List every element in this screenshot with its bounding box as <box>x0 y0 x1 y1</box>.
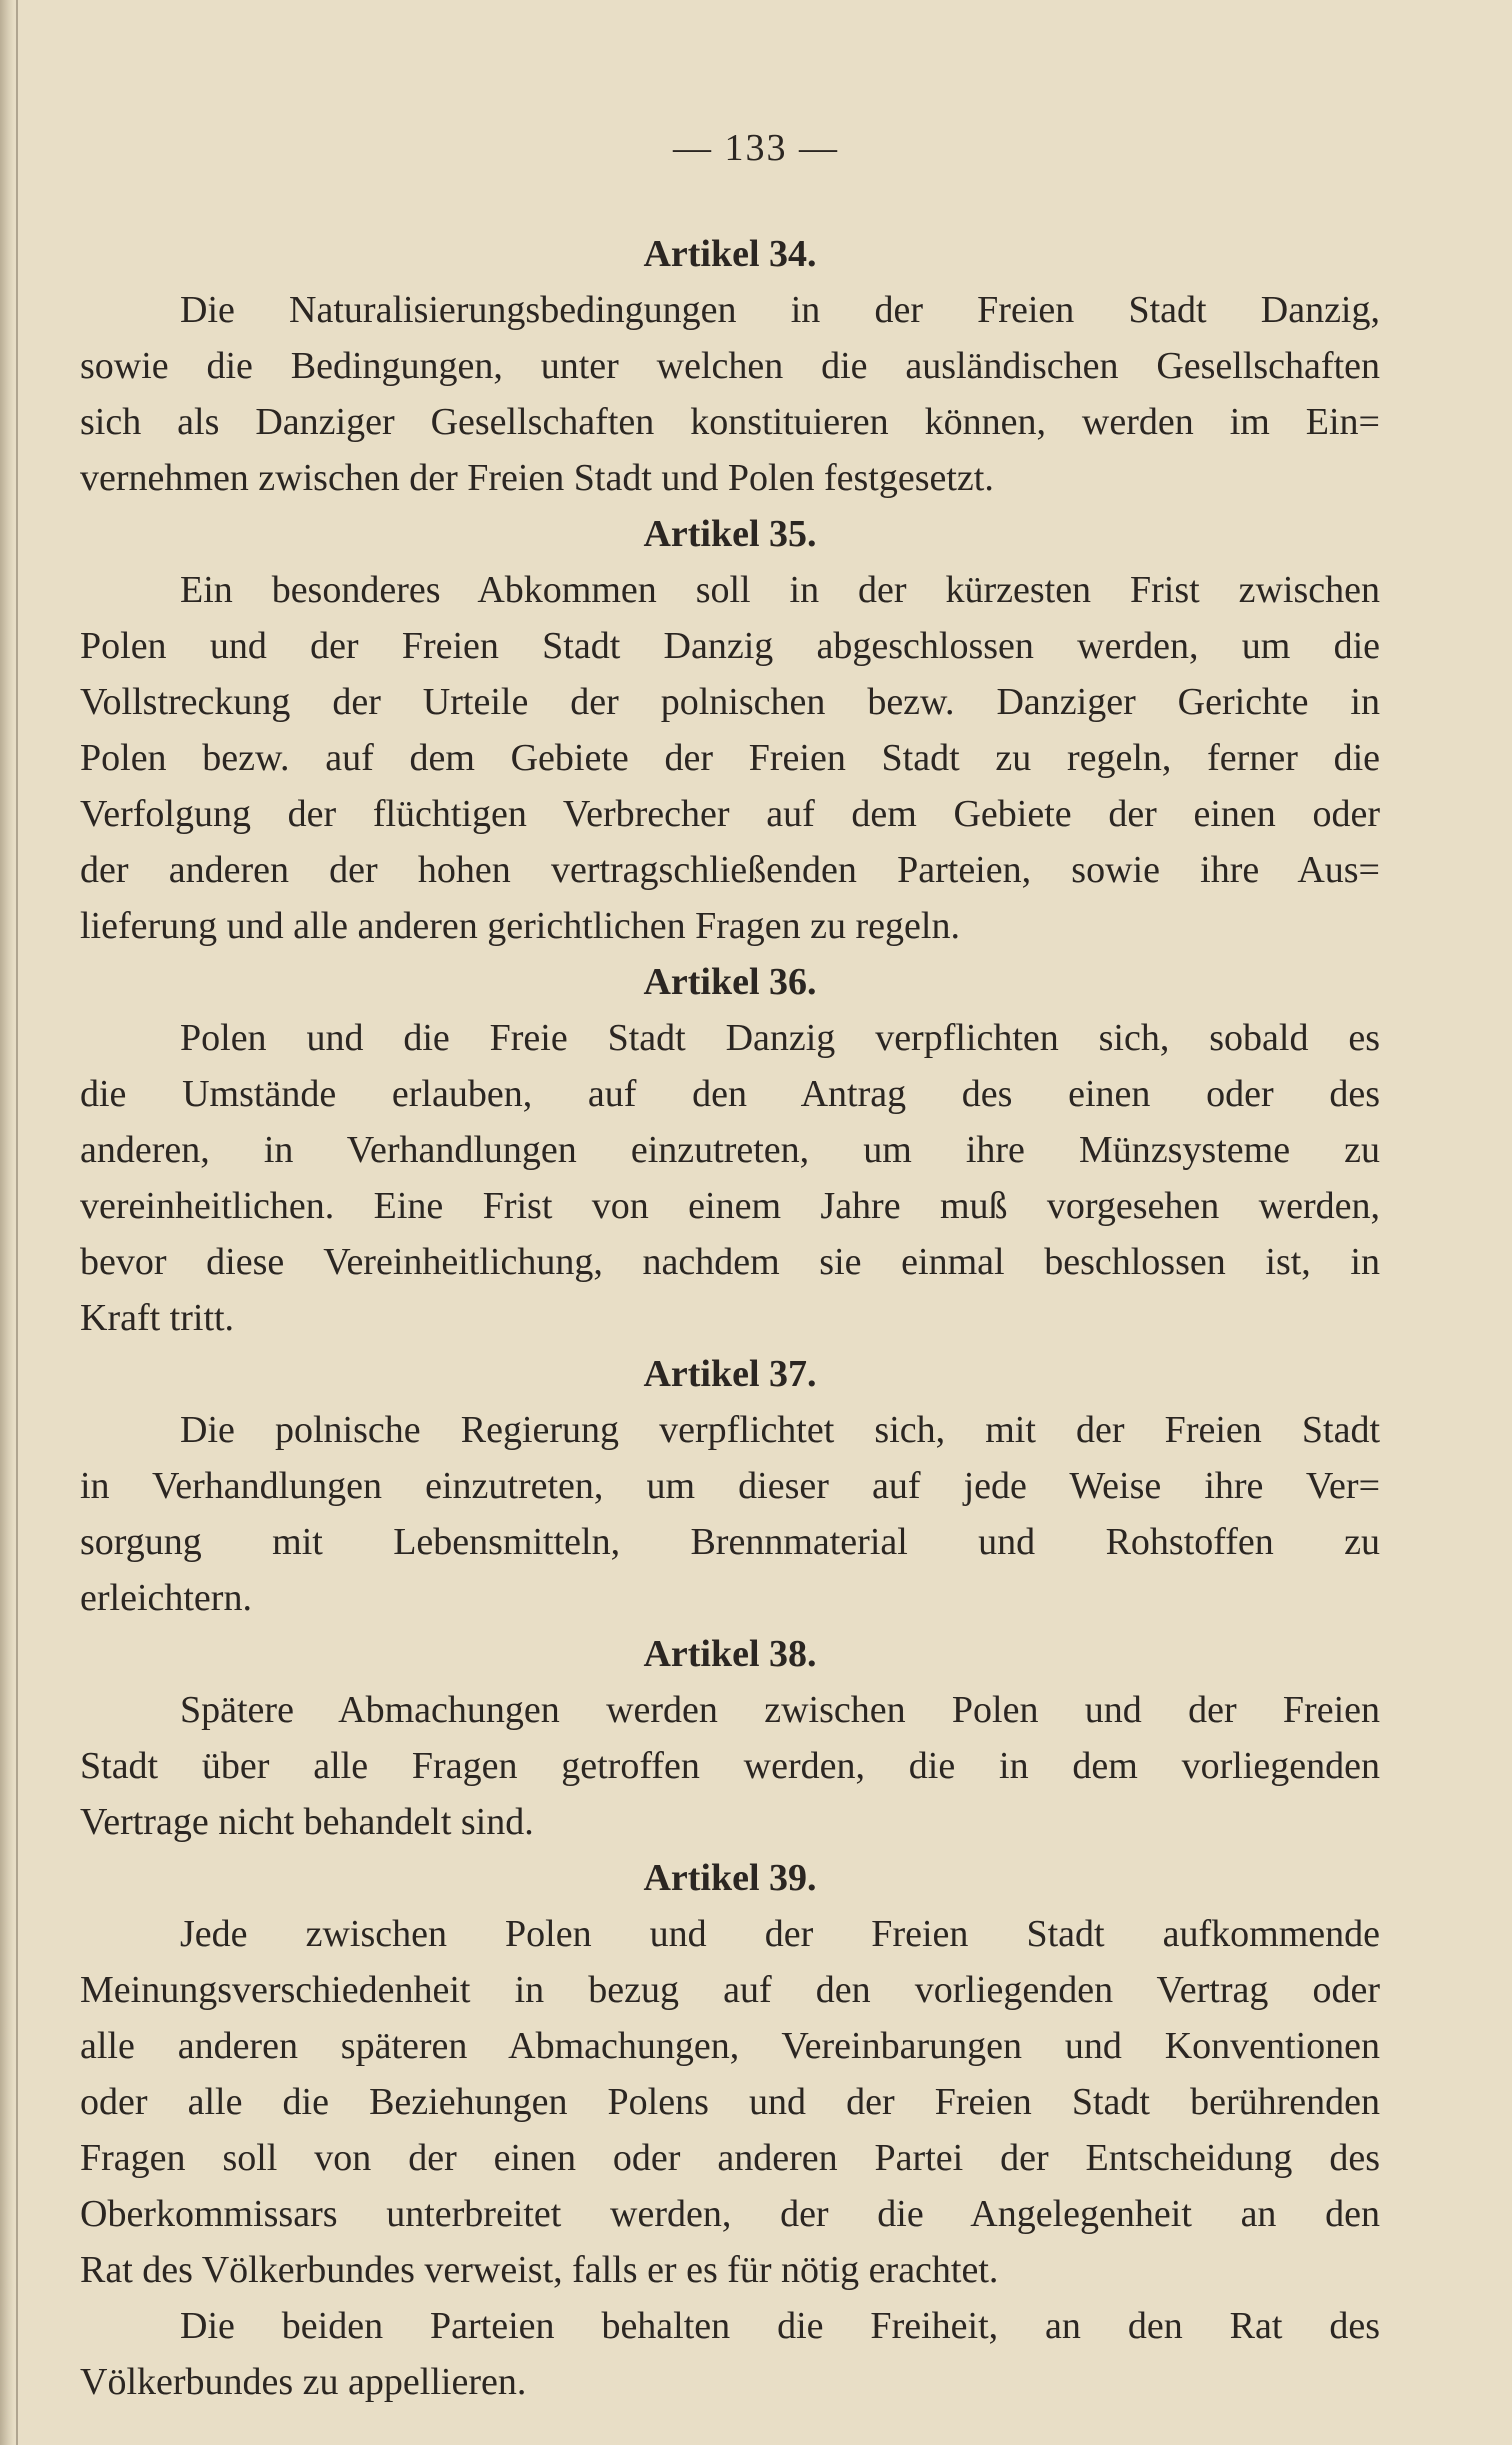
text-line: Die polnische Regierung verpflichtet sich, mit der Freien Stadt <box>180 1409 1380 1451</box>
article-heading: Artikel 34. <box>643 233 817 275</box>
text-line: Polen bezw. auf dem Gebiete der Freien Stadt zu regeln, ferner die <box>80 737 1380 779</box>
text-line: alle anderen späteren Abmachungen, Vereinbarungen und Konventionen <box>80 2025 1380 2067</box>
text-line: Kraft tritt. <box>80 1297 235 1339</box>
text-line: Die beiden Parteien behalten die Freiheit, an den Rat des <box>180 2305 1380 2347</box>
paragraph <box>80 1402 1380 1626</box>
text-line: vernehmen zwischen der Freien Stadt und Polen festgesetzt. <box>80 457 994 499</box>
article-heading: Artikel 36. <box>643 961 817 1003</box>
paragraph <box>80 1010 1380 1346</box>
text-line: bevor diese Vereinheitlichung, nachdem sie einmal beschlossen ist, in <box>80 1241 1380 1283</box>
page-number: — 133 — <box>673 127 839 169</box>
text-line: Polen und die Freie Stadt Danzig verpflichten sich, sobald es <box>180 1017 1380 1059</box>
text-line: Jede zwischen Polen und der Freien Stadt aufkommende <box>180 1913 1380 1955</box>
paragraph <box>80 1906 1380 2298</box>
article-heading: Artikel 35. <box>643 513 817 555</box>
article-section <box>80 1850 1380 2410</box>
paragraph <box>80 562 1380 954</box>
article-section <box>80 506 1380 954</box>
article-section <box>80 226 1380 506</box>
text-line: Ein besonderes Abkommen soll in der kürzesten Frist zwischen <box>180 569 1380 611</box>
binding-line <box>16 0 18 2445</box>
text-line: der anderen der hohen vertragschließenden Parteien, sowie ihre Aus= <box>80 849 1380 891</box>
text-line: Polen und der Freien Stadt Danzig abgeschlossen werden, um die <box>80 625 1380 667</box>
text-line: Spätere Abmachungen werden zwischen Polen und der Freien <box>180 1689 1380 1731</box>
article-heading: Artikel 38. <box>643 1633 817 1675</box>
text-line: Rat des Völkerbundes verweist, falls er es für nötig erachtet. <box>80 2249 999 2291</box>
text-line: anderen, in Verhandlungen einzutreten, um ihre Münzsysteme zu <box>80 1129 1380 1171</box>
text-line: in Verhandlungen einzutreten, um dieser auf jede Weise ihre Ver= <box>80 1465 1380 1507</box>
text-line: sorgung mit Lebensmitteln, Brennmaterial und Rohstoffen zu <box>80 1521 1380 1563</box>
article-section <box>80 1346 1380 1626</box>
article-section <box>80 1626 1380 1850</box>
paragraph <box>80 1682 1380 1850</box>
text-line: Die Naturalisierungsbedingungen in der Freien Stadt Danzig, <box>180 289 1380 331</box>
text-line: vereinheitlichen. Eine Frist von einem Jahre muß vorgesehen werden, <box>80 1185 1380 1227</box>
paragraph <box>80 282 1380 506</box>
article-heading: Artikel 37. <box>643 1353 817 1395</box>
text-line: die Umstände erlauben, auf den Antrag des einen oder des <box>80 1073 1380 1115</box>
text-line: Vertrage nicht behandelt sind. <box>80 1801 534 1843</box>
text-line: Vollstreckung der Urteile der polnischen bezw. Danziger Gerichte in <box>80 681 1380 723</box>
paragraph <box>80 2298 1380 2410</box>
text-line: Stadt über alle Fragen getroffen werden, die in dem vorliegenden <box>80 1745 1380 1787</box>
text-line: Völkerbundes zu appellieren. <box>80 2361 527 2403</box>
page-edge-shadow <box>0 0 14 2445</box>
text-line: sich als Danziger Gesellschaften konstituieren können, werden im Ein= <box>80 401 1380 443</box>
text-line: Fragen soll von der einen oder anderen Partei der Entscheidung des <box>80 2137 1380 2179</box>
text-line: lieferung und alle anderen gerichtlichen Fragen zu regeln. <box>80 905 960 947</box>
article-heading: Artikel 39. <box>643 1857 817 1899</box>
text-line: Verfolgung der flüchtigen Verbrecher auf dem Gebiete der einen oder <box>80 793 1380 835</box>
text-line: oder alle die Beziehungen Polens und der Freien Stadt berührenden <box>80 2081 1380 2123</box>
article-section <box>80 954 1380 1346</box>
text-line: Meinungsverschiedenheit in bezug auf den vorliegenden Vertrag oder <box>80 1969 1380 2011</box>
text-line: sowie die Bedingungen, unter welchen die ausländischen Gesellschaften <box>80 345 1380 387</box>
document-body <box>80 226 1380 2410</box>
text-line: Oberkommissars unterbreitet werden, der die Angelegenheit an den <box>80 2193 1380 2235</box>
text-line: erleichtern. <box>80 1577 252 1619</box>
